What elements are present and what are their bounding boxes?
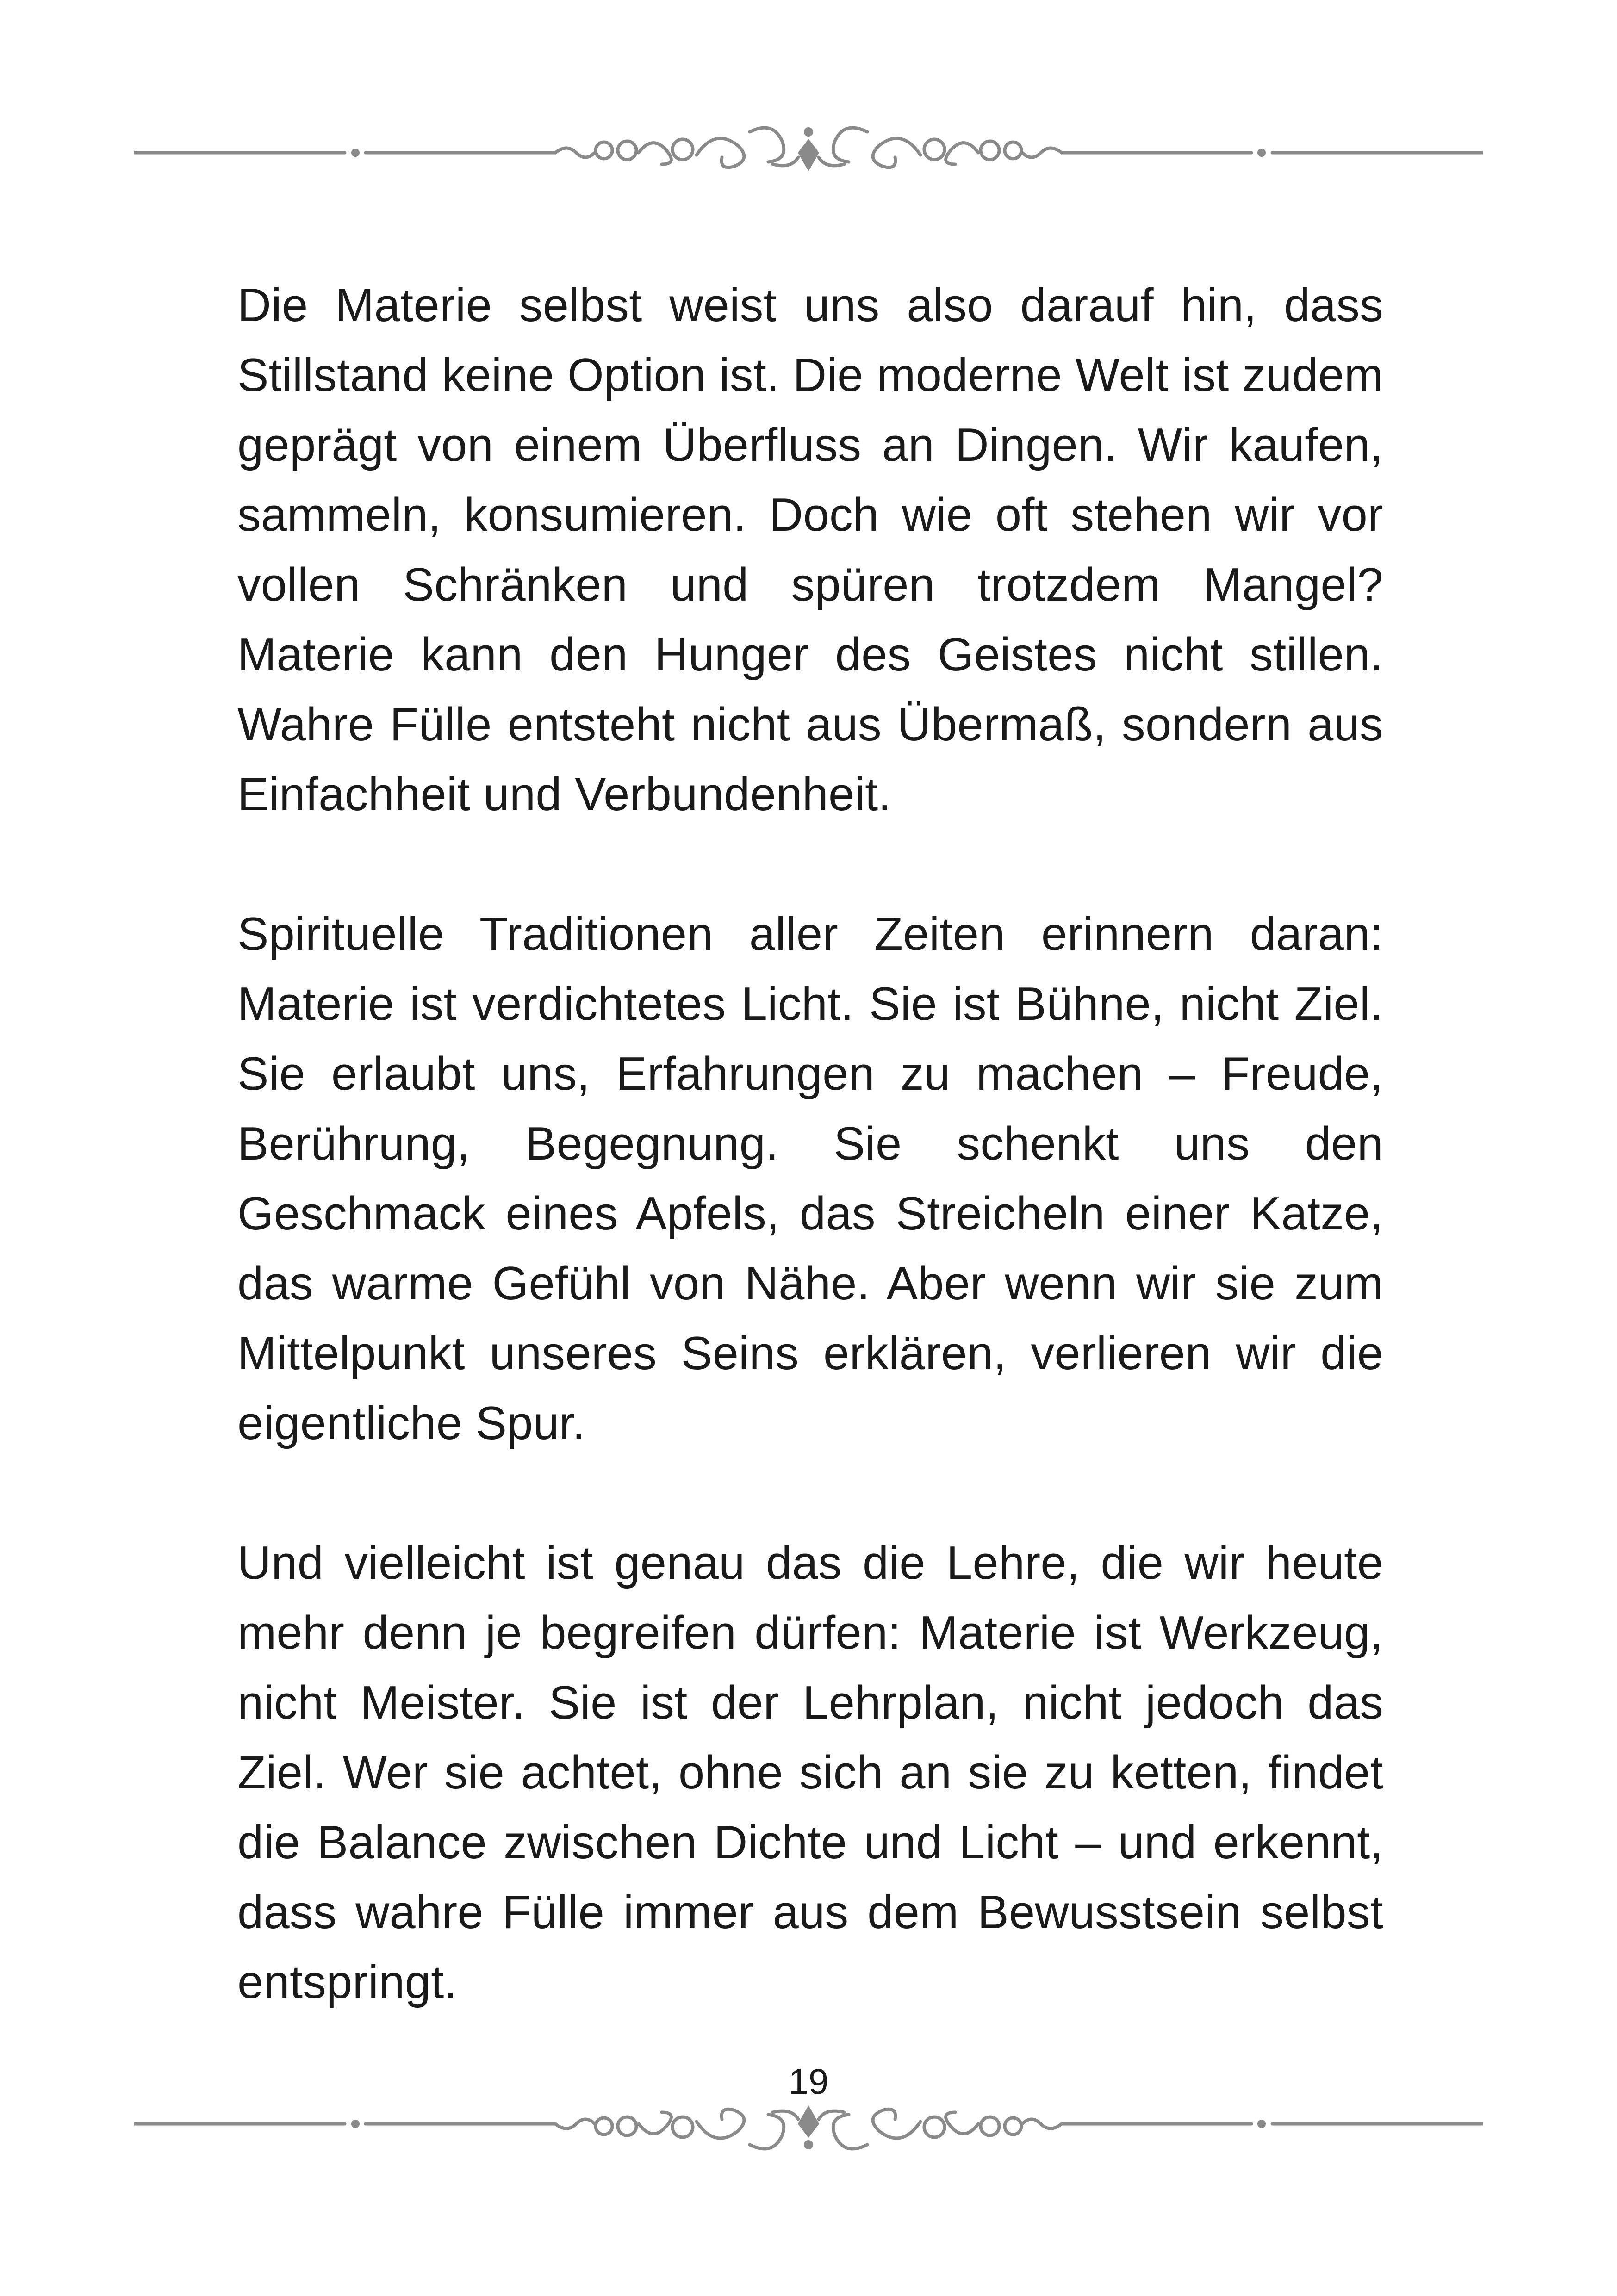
top-ornament-divider [134, 113, 1483, 183]
page-number: 19 [788, 2061, 829, 2102]
paragraph-2: Spirituelle Traditionen aller Zeiten erinnern daran: Materie ist verdichtetes Licht. Sie ist Bühne, nicht Ziel. Sie erlaubt uns, Erfahrungen zu machen – Freude, Berührung, Begegnung. Sie schenkt uns den Geschmack eines Apfels, das Streicheln einer Katze, das warme Gefühl von Nähe. Aber wenn wir sie zum Mittelpunkt unseres Seins erklären, verlieren wir die eigentliche Spur. [237, 908, 1383, 1449]
bottom-ornament-divider [134, 2094, 1483, 2163]
paragraph-3: Und vielleicht ist genau das die Lehre, die wir heute mehr denn je begreifen dürfen: Materie ist Werkzeug, nicht Meister. Sie ist der Lehrplan, nicht jedoch das Ziel. Wer sie achtet, ohne sich an sie zu ketten, findet die Balance zwischen Dichte und Licht – und erkennt, dass wahre Fülle immer aus dem Bewusstsein selbst entspringt. [237, 1537, 1383, 2008]
flourish-divider-icon [134, 113, 1483, 183]
body-text [237, 271, 1383, 2017]
paragraph-1: Die Materie selbst weist uns also darauf hin, dass Stillstand keine Option ist. Die moderne Welt ist zudem geprägt von einem Überfluss an Dingen. Wir kaufen, sammeln, konsumieren. Doch wie oft stehen wir vor vollen Schränken und spüren trotzdem Mangel? Materie kann den Hunger des Geistes nicht stillen. Wahre Fülle entsteht nicht aus Übermaß, sondern aus Einfachheit und Verbundenheit. [237, 279, 1383, 820]
flourish-divider-icon [134, 2094, 1483, 2163]
